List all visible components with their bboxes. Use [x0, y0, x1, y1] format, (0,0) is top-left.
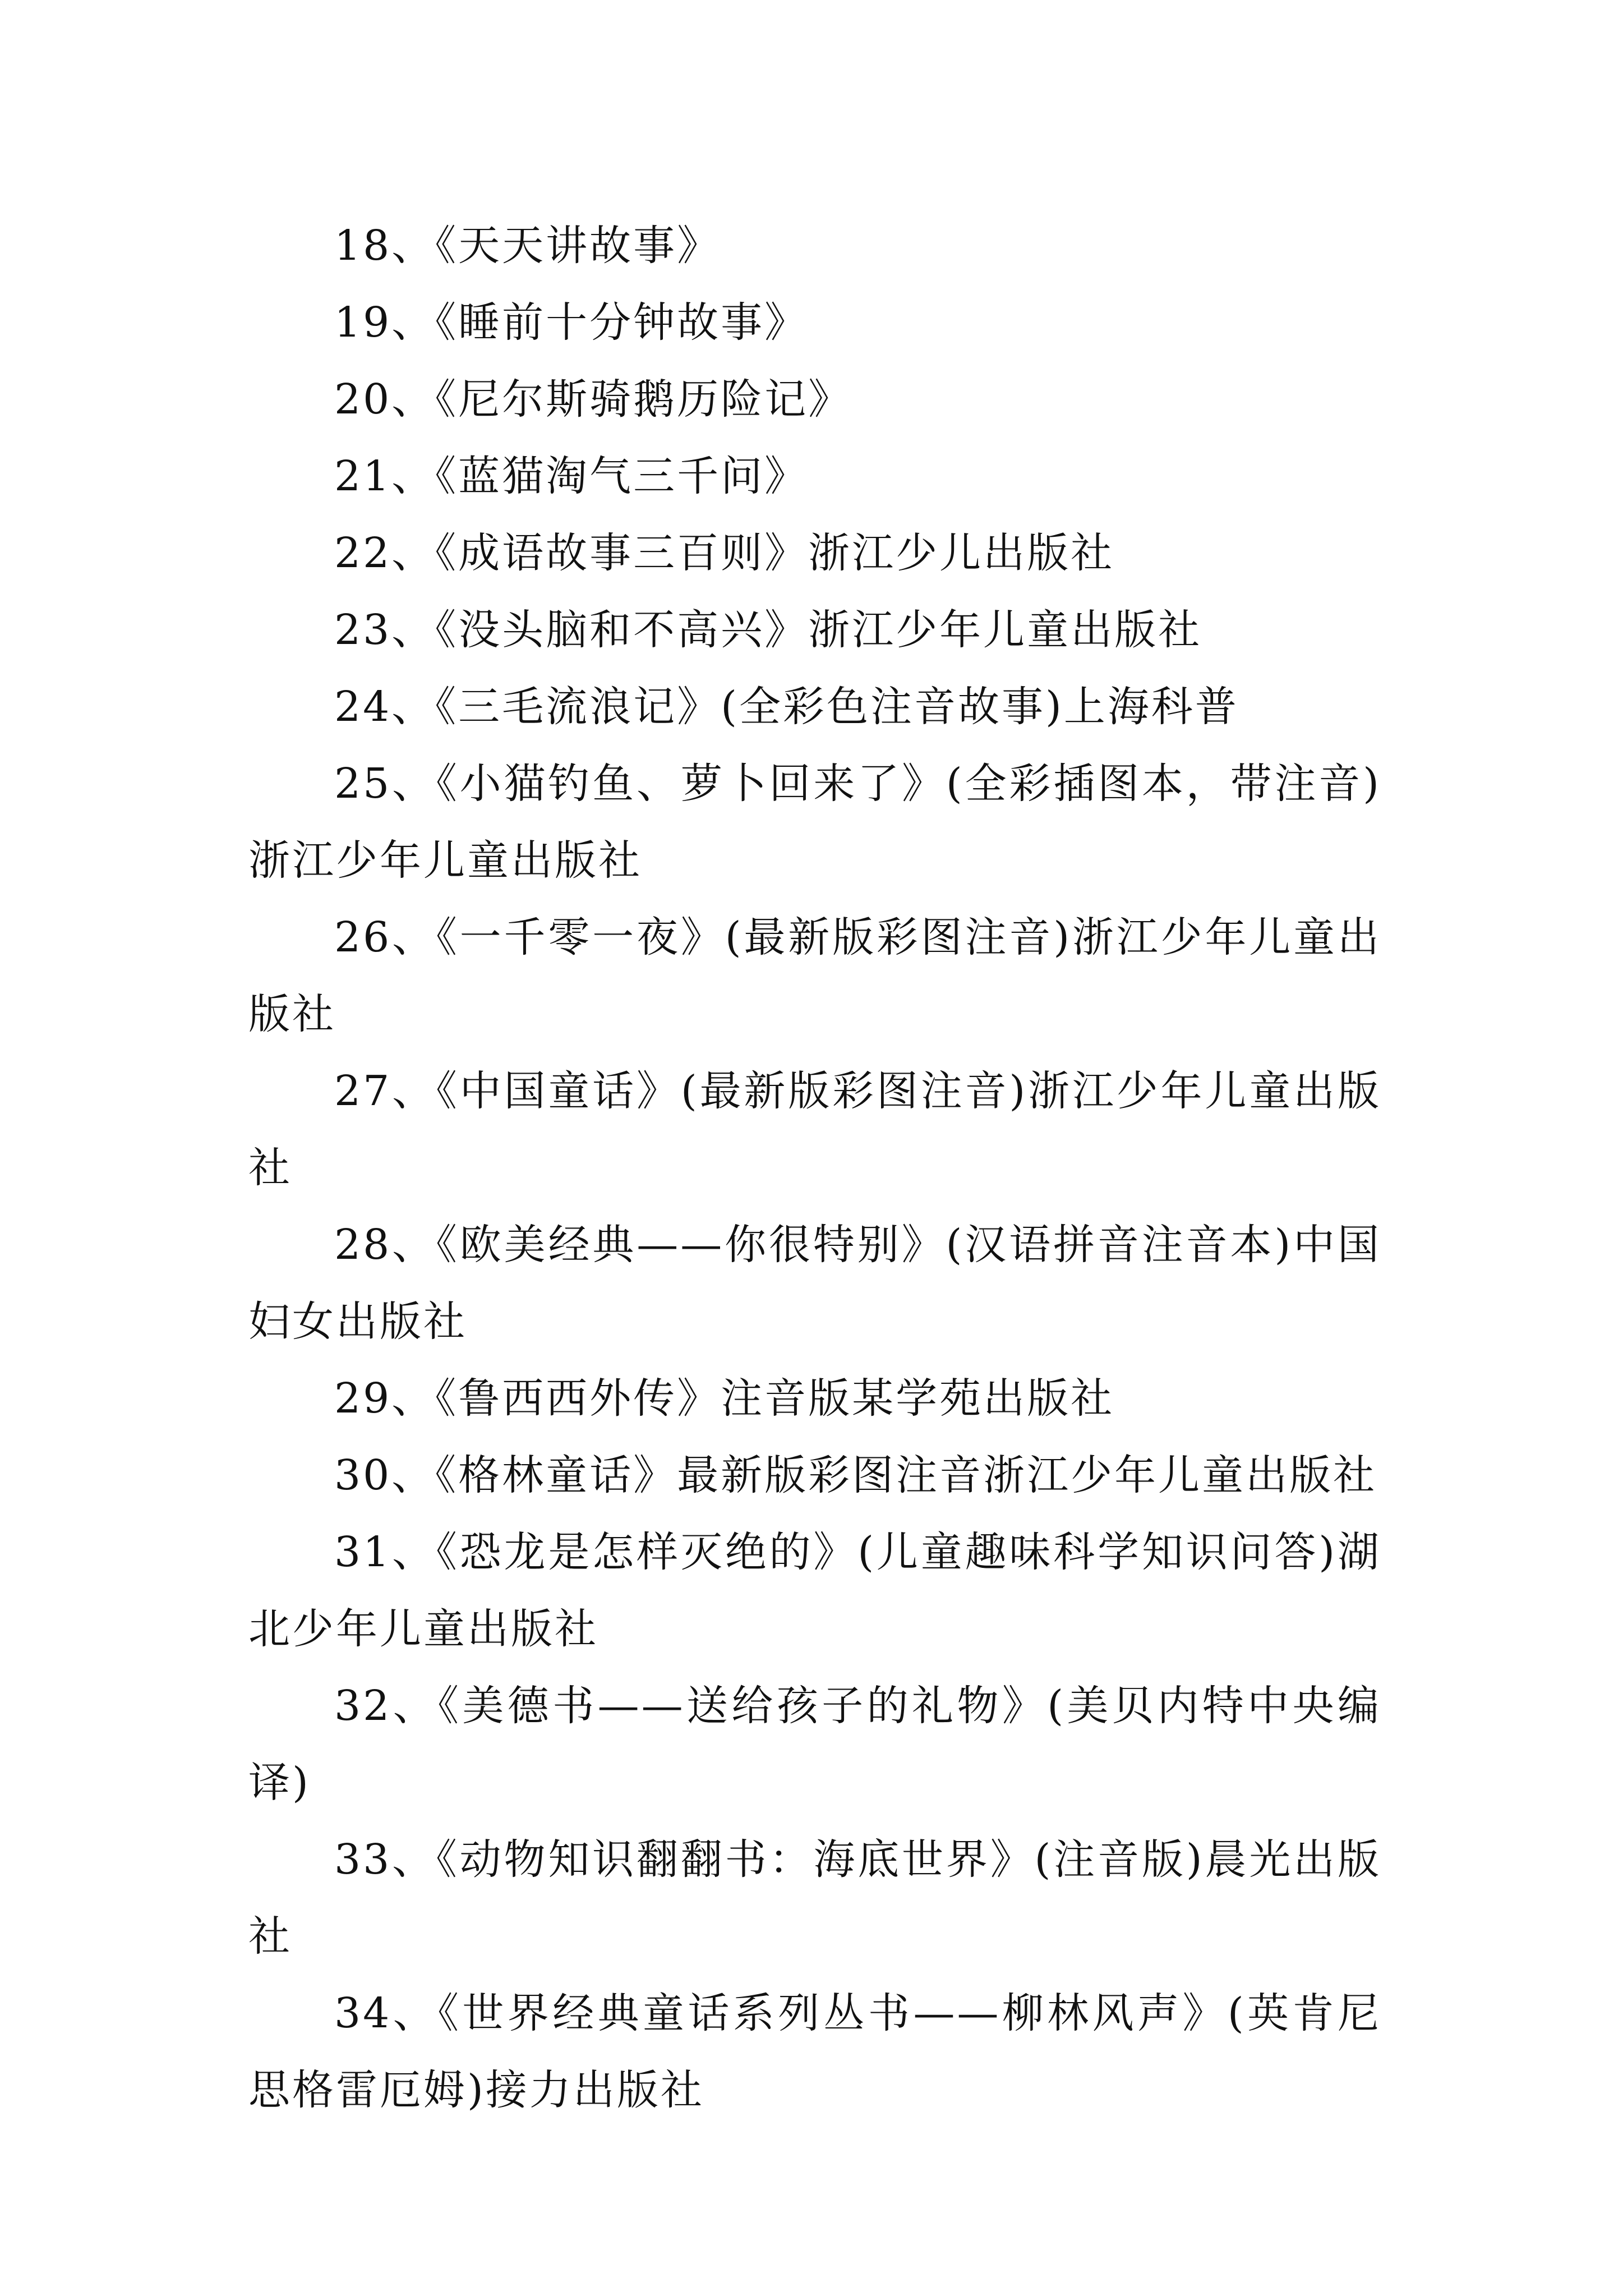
- list-item-22: 22、《成语故事三百则》浙江少儿出版社: [334, 529, 1115, 577]
- list-item-29: 29、《鲁西西外传》注音版某学苑出版社: [334, 1374, 1115, 1423]
- list-item-25: 25、《小猫钓鱼、萝卜回来了》(全彩插图本，带注音)浙江少年儿童出版社: [248, 760, 1381, 885]
- list-item-34: 34、《世界经典童话系列丛书——柳林风声》(英肯尼思格雷厄姆)接力出版社: [248, 1989, 1381, 2114]
- list-item-33: 33、《动物知识翻翻书：海底世界》(注音版)晨光出版社: [248, 1835, 1381, 1961]
- list-item-20: 20、《尼尔斯骑鹅历险记》: [334, 375, 852, 424]
- list-item-28: 28、《欧美经典——你很特别》(汉语拼音注音本)中国妇女出版社: [248, 1221, 1381, 1346]
- list-item-24: 24、《三毛流浪记》(全彩色注音故事)上海科普: [334, 683, 1239, 731]
- list-item-31: 31、《恐龙是怎样灭绝的》(儿童趣味科学知识问答)湖北少年儿童出版社: [248, 1528, 1381, 1653]
- list-item-18: 18、《天天讲故事》: [334, 222, 721, 270]
- list-item-30: 30、《格林童话》最新版彩图注音浙江少年儿童出版社: [334, 1451, 1377, 1499]
- list-item-27: 27、《中国童话》(最新版彩图注音)浙江少年儿童出版社: [248, 1067, 1381, 1192]
- list-item-21: 21、《蓝猫淘气三千问》: [334, 452, 809, 500]
- list-item-19: 19、《睡前十分钟故事》: [334, 298, 809, 347]
- book-list: [248, 208, 1381, 2129]
- list-item-23: 23、《没头脑和不高兴》浙江少年儿童出版社: [334, 606, 1202, 654]
- list-item-26: 26、《一千零一夜》(最新版彩图注音)浙江少年儿童出版社: [248, 913, 1381, 1038]
- list-item-32: 32、《美德书——送给孩子的礼物》(美贝内特中央编译): [248, 1682, 1381, 1807]
